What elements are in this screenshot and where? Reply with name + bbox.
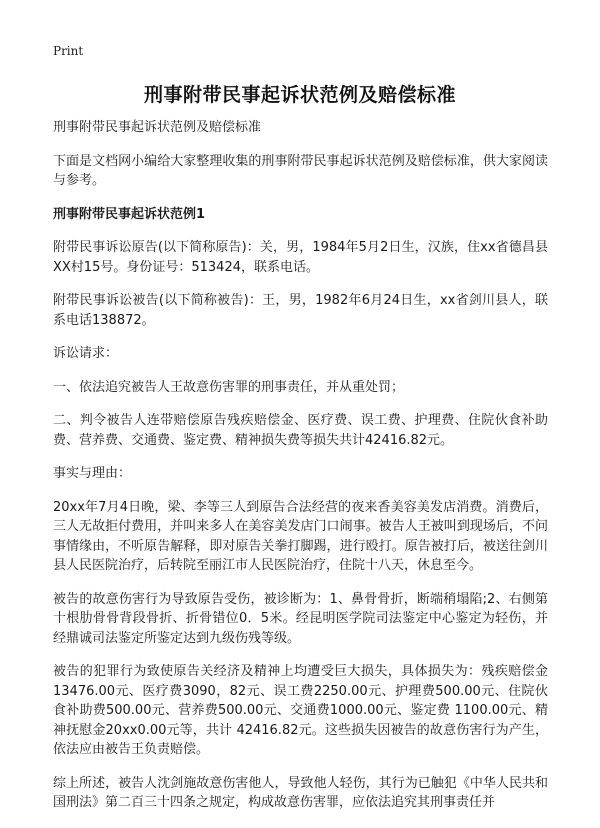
document-body [53,118,548,827]
document-subtitle: 刑事附带民事起诉状范例及赔偿标准 [53,120,262,135]
claim-1-paragraph: 一、依法追究被告人王故意伤害罪的刑事责任，并从重处罚； [53,379,405,395]
document-title: 刑事附带民事起诉状范例及赔偿标准 [143,84,456,106]
claim-2-paragraph: 二、判令被告人连带赔偿原告残疾赔偿金、医疗费、误工费、护理费、住院伙食补助费、营养费、交通费、鉴定费、精神损失费等损失共计42416.82元。 [53,413,548,448]
intro-paragraph: 下面是文档网小编给大家整理收集的刑事附带民事起诉状范例及赔偿标准，供大家阅读与参考。 [53,153,548,188]
print-label: Print [53,44,84,58]
plaintiff-paragraph: 附带民事诉讼原告(以下简称原告)：关，男，1984年5月2日生，汉族，住xx省德昌县XX村15号。身份证号：513424，联系电话。 [53,240,548,275]
claims-label: 诉讼请求： [53,346,119,361]
facts-paragraph-1: 20xx年7月4日晚，梁、李等三人到原告合法经营的夜来香美容美发店消费。消费后，三人无故拒付费用，并叫来多人在美容美发店门口闹事。被告人王被叫到现场后，不问事情缘由，不听原告解释，即对原告关拳打脚踢，进行殴打。原告被打后，被送往剑川县人民医院治疗，后转院至丽江市人民医院治疗，住院十八天，休息至今。 [53,499,548,573]
facts-paragraph-2: 被告的故意伤害行为导致原告受伤，被诊断为：1、鼻骨骨折，断端稍塌陷;2、右侧第十根肋骨骨背段骨折、折骨错位0．5米。经昆明医学院司法鉴定中心鉴定为轻伤，并经鼎诚司法鉴定所鉴定达到九级伤残等级。 [53,591,548,646]
facts-paragraph-4: 综上所述，被告人沈剑施故意伤害他人，导致他人轻伤，其行为已触犯《中华人民共和国刑法》第二百三十四条之规定，构成故意伤害罪，应依法追究其刑事责任并 [53,775,548,810]
facts-label: 事实与理由： [53,466,132,481]
facts-paragraph-3: 被告的犯罪行为致使原告关经济及精神上均遭受巨大损失，具体损失为：残疾赔偿金13476.00元、医疗费3090，82元、误工费2250.00元、护理费500.00元、住院伙食补助费500.00元、营养费500.00元、交通费1000.00元、鉴定费 1100.00元、精神抚慰金20xx0.00元等，共计 42416.82元。这些损失因被告的故意伤害行为产生，依法应由被告王负责赔偿。 [53,664,548,757]
example-heading: 刑事附带民事起诉状范例1 [53,206,206,222]
defendant-paragraph: 附带民事诉讼被告(以下简称被告)：王，男，1982年6月24日生，xx省剑川县人，联系电话138872。 [53,293,548,328]
